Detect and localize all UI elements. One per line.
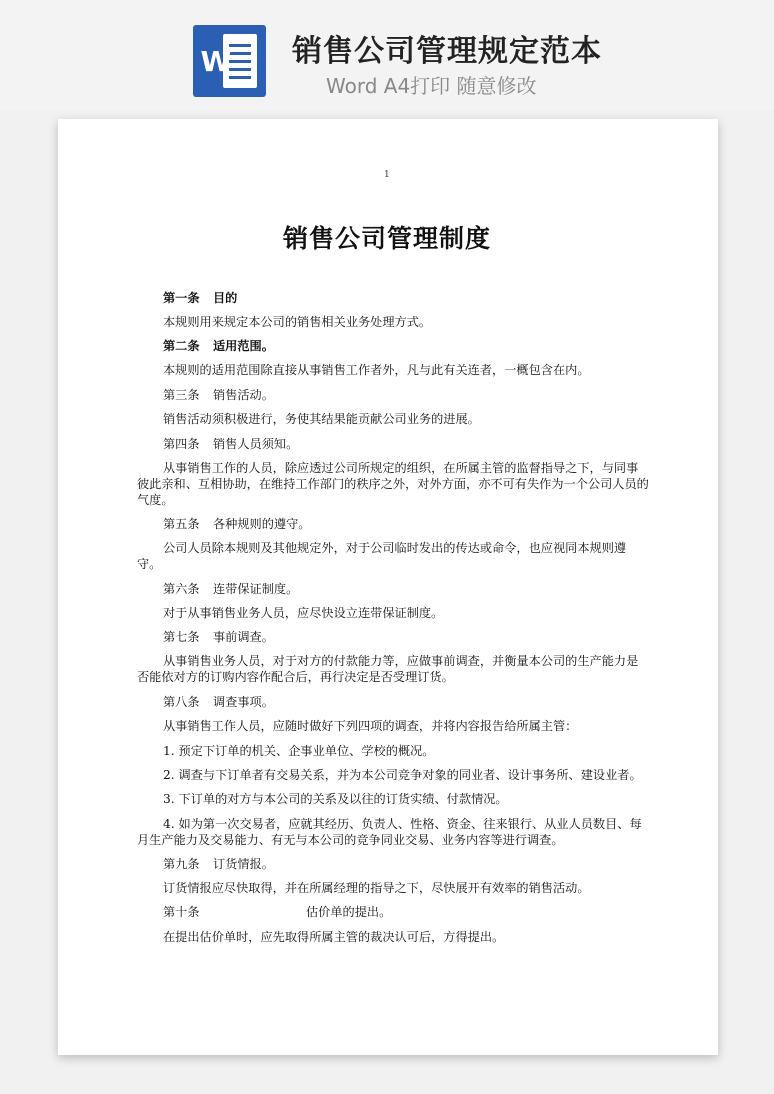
header-banner xyxy=(0,0,774,110)
article-title: 各种规则的遵守。 xyxy=(213,517,311,531)
paragraph-line: 本规则用来规定本公司的销售相关业务处理方式。 xyxy=(163,315,432,329)
article-heading xyxy=(163,904,391,920)
article-number: 第七条 xyxy=(163,630,200,644)
paragraph-line: 订货情报应尽快取得，并在所属经理的指导之下，尽快展开有效率的销售活动。 xyxy=(163,881,590,895)
article-title: 连带保证制度。 xyxy=(213,582,299,596)
paragraph-line: 3. 下订单的对方与本公司的关系及以往的订货实绩、付款情况。 xyxy=(163,792,508,806)
paragraph-line: 2. 调查与下订单者有交易关系，并为本公司竞争对象的同业者、设计事务所、建设业者。 xyxy=(163,768,642,782)
article-number: 第十条 xyxy=(163,905,200,919)
word-letter: W xyxy=(200,45,232,78)
article-title: 销售活动。 xyxy=(213,388,274,402)
article-heading xyxy=(163,516,311,532)
page-number: 1 xyxy=(384,170,390,180)
article-number: 第三条 xyxy=(163,388,200,402)
paragraph-line: 在提出估价单时，应先取得所属主管的裁决认可后，方得提出。 xyxy=(163,930,505,944)
paragraph-line: 销售活动须积极进行，务使其结果能贡献公司业务的进展。 xyxy=(163,412,480,426)
article-heading xyxy=(163,694,274,710)
article-number: 第八条 xyxy=(163,695,200,709)
article-title: 销售人员须知。 xyxy=(213,437,299,451)
article-heading xyxy=(163,290,237,306)
article-number: 第一条 xyxy=(163,291,200,305)
banner-title: 销售公司管理规定范本 xyxy=(292,34,602,69)
article-heading xyxy=(163,629,274,645)
paragraph-line: 本规则的适用范围除直接从事销售工作者外，凡与此有关连者，一概包含在内。 xyxy=(163,363,590,377)
paragraph-line: 从事销售业务人员，对于对方的付款能力等，应做事前调查，并衡量本公司的生产能力是 xyxy=(163,654,639,668)
article-heading xyxy=(163,856,274,872)
article-number: 第四条 xyxy=(163,437,200,451)
article-number: 第二条 xyxy=(163,339,200,353)
paragraph-line: 气度。 xyxy=(137,493,174,507)
paragraph-line: 否能依对方的订购内容作配合后，再行决定是否受理订货。 xyxy=(137,670,454,684)
paragraph-line: 1. 预定下订单的机关、企事业单位、学校的概况。 xyxy=(163,744,435,758)
paragraph-line: 对于从事销售业务人员，应尽快设立连带保证制度。 xyxy=(163,606,444,620)
banner-subtitle: Word A4打印 随意修改 xyxy=(326,74,537,98)
paragraph-line: 守。 xyxy=(137,557,162,571)
paragraph-line: 从事销售工作人员，应随时做好下列四项的调查，并将内容报告给所属主管： xyxy=(163,719,578,733)
article-heading xyxy=(163,338,274,354)
word-icon xyxy=(193,25,266,97)
paragraph-line: 月生产能力及交易能力、有无与本公司的竞争同业交易、业务内容等进行调查。 xyxy=(137,833,564,847)
article-heading xyxy=(163,387,274,403)
article-title: 估价单的提出。 xyxy=(306,905,392,919)
paragraph-line: 公司人员除本规则及其他规定外，对于公司临时发出的传达或命令，也应视同本规则遵 xyxy=(163,541,627,555)
article-title: 适用范围。 xyxy=(213,339,274,353)
article-heading xyxy=(163,436,298,452)
article-number: 第六条 xyxy=(163,582,200,596)
paragraph-line: 4. 如为第一次交易者，应就其经历、负责人、性格、资金、往来银行、从业人员数目、每 xyxy=(163,817,642,831)
article-number: 第五条 xyxy=(163,517,200,531)
paragraph-line: 从事销售工作的人员，除应透过公司所规定的组织，在所属主管的监督指导之下，与同事 xyxy=(163,461,639,475)
article-title: 订货情报。 xyxy=(213,857,274,871)
article-heading xyxy=(163,581,298,597)
document-title: 销售公司管理制度 xyxy=(282,224,491,253)
article-number: 第九条 xyxy=(163,857,200,871)
article-title: 目的 xyxy=(213,291,238,305)
article-title: 事前调查。 xyxy=(213,630,274,644)
article-title: 调查事项。 xyxy=(213,695,274,709)
paragraph-line: 彼此亲和、互相协助，在维持工作部门的秩序之外，对外方面，亦不可有失作为一个公司人员的 xyxy=(137,477,649,491)
